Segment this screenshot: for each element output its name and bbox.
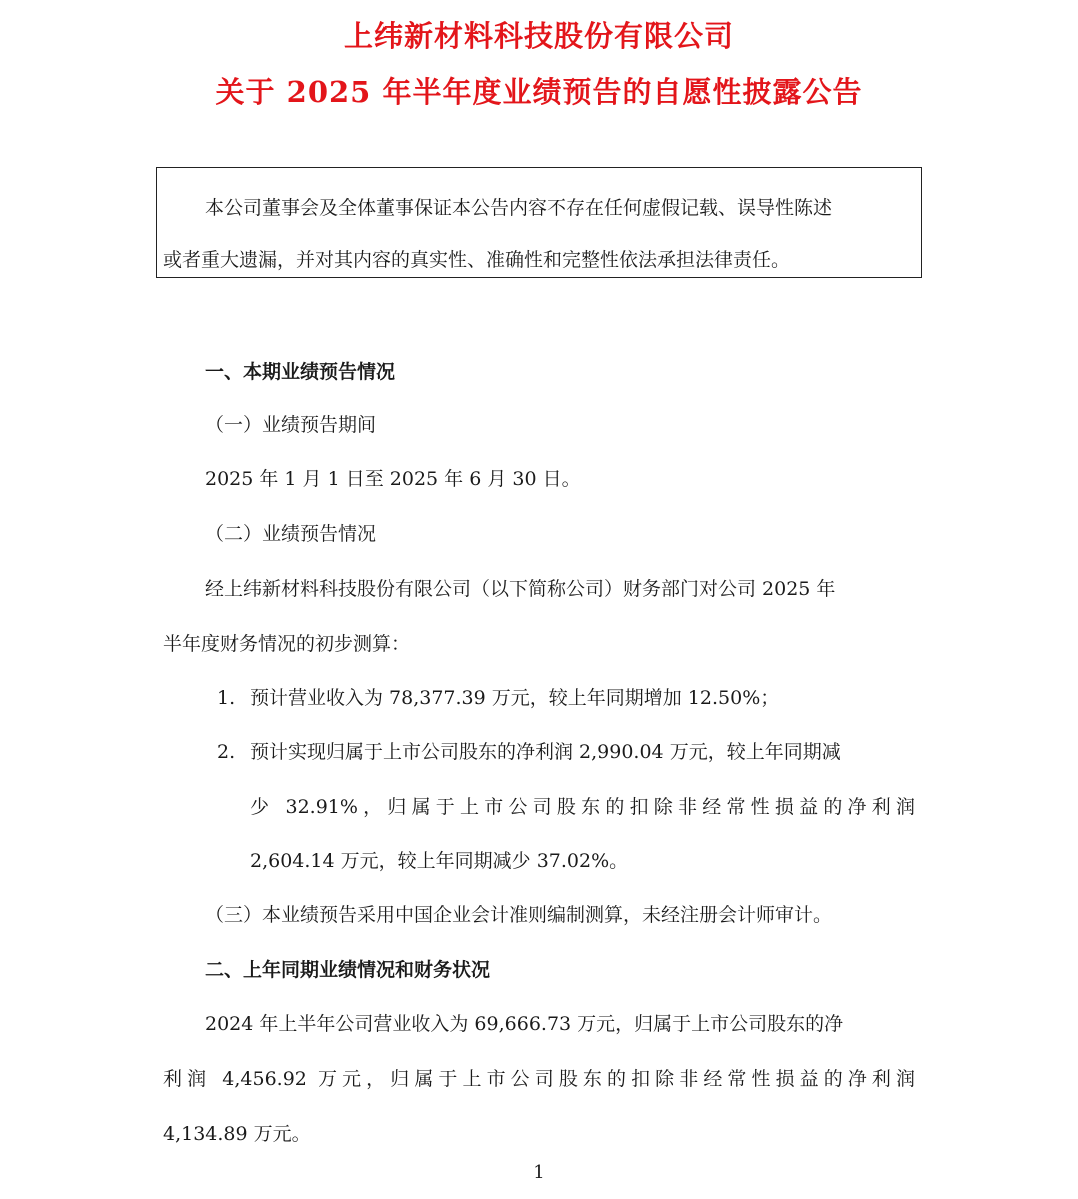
list-item-2-line-2: 少 32.91%，归属于上市公司股东的扣除非经常性损益的净利润 (250, 796, 915, 818)
disclaimer-line-1: 本公司董事会及全体董事保证本公告内容不存在任何虚假记载、误导性陈述 (205, 197, 833, 219)
subsection-2-heading: （二）业绩预告情况 (205, 523, 377, 545)
disclaimer-line-2: 或者重大遗漏，并对其内容的真实性、准确性和完整性依法承担法律责任。 (163, 249, 791, 271)
company-title: 上纬新材料科技股份有限公司 (343, 19, 734, 53)
forecast-period-text: 2025 年 1 月 1 日至 2025 年 6 月 30 日。 (205, 468, 581, 490)
list-item-2-number: 2. (217, 741, 236, 763)
section-1-heading: 一、本期业绩预告情况 (205, 361, 396, 383)
forecast-intro-line-2: 半年度财务情况的初步测算： (163, 633, 411, 655)
page-number: 1 (533, 1162, 545, 1183)
list-item-2-line-1: 预计实现归属于上市公司股东的净利润 2,990.04 万元，较上年同期减 (250, 741, 841, 763)
prior-year-line-3: 4,134.89 万元。 (163, 1123, 311, 1145)
prior-year-line-2: 利润 4,456.92 万元，归属于上市公司股东的扣除非经常性损益的净利润 (163, 1068, 915, 1090)
prior-year-line-1: 2024 年上半年公司营业收入为 69,666.73 万元，归属于上市公司股东的净 (205, 1013, 844, 1035)
forecast-intro-line-1: 经上纬新材料科技股份有限公司（以下简称公司）财务部门对公司 2025 年 (205, 578, 836, 600)
list-item-1-text: 预计营业收入为 78,377.39 万元，较上年同期增加 12.50%； (250, 687, 780, 709)
section-2-heading: 二、上年同期业绩情况和财务状况 (205, 959, 491, 981)
announcement-title: 关于 2025 年半年度业绩预告的自愿性披露公告 (215, 75, 863, 109)
subsection-1-heading: （一）业绩预告期间 (205, 414, 377, 436)
subsection-3-text: （三）本业绩预告采用中国企业会计准则编制测算，未经注册会计师审计。 (205, 904, 833, 926)
list-item-2-line-3: 2,604.14 万元，较上年同期减少 37.02%。 (250, 850, 629, 872)
list-item-1-number: 1. (217, 687, 236, 709)
